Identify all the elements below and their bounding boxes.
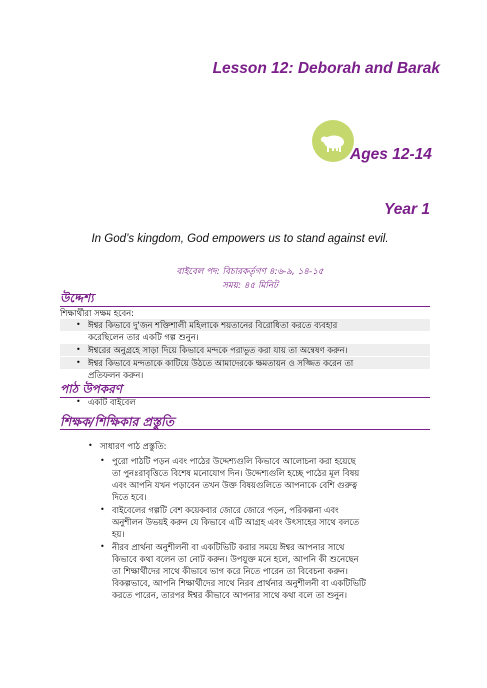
prep-item-cont: বিকল্পভাবে, আপনি শিক্ষার্থীদের সাথে নিরব প্রার্থনার অনুশীলনী বা একটিভিটি <box>112 578 366 588</box>
prep-item-cont: দিতে হবে। <box>112 492 147 502</box>
lesson-title: Lesson 12: Deborah and Barak <box>212 60 440 77</box>
bullet: • <box>76 345 81 354</box>
prep-item-cont: হয়। <box>112 529 125 539</box>
objective-item: ঈশ্বর কিভাবে দু'জন শক্তিশালী মহিলাকে শয়তানের বিরোধিতা করতে ব্যবহার <box>88 320 338 330</box>
age-range: Ages 12-14 <box>350 146 432 163</box>
scripture-reference: বাইবেল পদ: বিচারকর্তৃগণ ৪:৬-৯, ১৪-১৫ <box>176 267 324 277</box>
prep-item: নীরব প্রার্থনা অনুশীলনী বা একটিভিটি করার সময়ে ঈশ্বর আপনার সাথে <box>112 542 345 552</box>
lesson-duration: সময়: ৪৫ মিনিট <box>222 281 278 291</box>
bullet: • <box>100 542 105 551</box>
bullet: • <box>88 441 93 450</box>
preparation-intro: সাধারণ পাঠ প্রস্তুতি: <box>100 441 167 451</box>
bullet: • <box>100 505 105 514</box>
lamb-icon <box>312 120 354 162</box>
prep-item-cont: তা শিক্ষার্থীদের সাথে কীভাবে ভাগ করে নিতে পারেন তা বিবেচনা করুন। <box>112 566 348 576</box>
prep-item-cont: কিভাবে কথা বলেন তা নোট করুন। উপযুক্ত মনে হলে, আপনি কী শুনেছেন <box>112 554 359 564</box>
objective-item: ঈশ্বর কিভাবে মন্দতাকে কাটিয়ে উঠতে আমাদেরকে ক্ষমতায়ন ও সজ্জিত করেন তা <box>88 358 354 368</box>
preparation-heading: শিক্ষক/শিক্ষিকার প্রস্তুতি <box>60 414 430 430</box>
prep-item: পুরো পাঠটি পড়ন এবং পাঠের উদ্দেশ্যগুলি কিভাবে আলোচনা করা হয়েছে <box>112 456 356 466</box>
lesson-theme: In God’s kingdom, God empowers us to stand against evil. <box>91 233 389 245</box>
bullet: • <box>76 358 81 367</box>
material-item: একটি বাইবেল <box>88 397 136 407</box>
materials-heading: পাঠ উপকরণ <box>60 382 430 398</box>
prep-item-cont: তা পুনঃরাবৃত্তিতে বিশেষ মনোযোগ দিন। উদ্দেশ্যগুলি হচ্ছে পাঠের মূল বিষয় <box>112 468 360 478</box>
prep-item-cont: অনুশীলন উভয়ই করুন যে কিভাবে এটি আগ্রহ এবং উৎসাহের সাথে বলতে <box>112 517 360 527</box>
prep-item-cont: এবং আপনি যখন পড়াবেন তখন উক্ত বিষয়গুলিতে আপনাকে বেশি গুরুত্ব <box>112 480 357 490</box>
objective-item-cont: প্রতিফলন করুন। <box>88 370 144 380</box>
bullet: • <box>76 320 81 329</box>
objectives-intro: শিক্ষার্থীরা সক্ষম হবেন: <box>60 308 134 318</box>
objective-item: ঈশ্বরের অনুগ্রহে সাড়া দিয়ে কিভাবে মন্দকে পরাভূত করা যায় তা অন্বেষণ করুন। <box>88 345 348 355</box>
objectives-heading: উদ্দেশ্য <box>60 291 430 307</box>
year-label: Year 1 <box>384 201 430 218</box>
prep-item-cont: করতে পারেন, তারপর ঈশ্বর কীভাবে আপনার সাথে কথা বলে তা শুনুন। <box>112 590 348 600</box>
bullet: • <box>100 456 105 465</box>
bullet: • <box>76 397 81 406</box>
prep-item: বাইবেলের গল্পটি বেশ কয়েকবার জোরে জোরে পড়ন, পরিকল্পনা এবং <box>112 505 339 515</box>
objective-item-cont: করেছিলেন তার একটি গল্প শুনুন। <box>88 332 199 342</box>
